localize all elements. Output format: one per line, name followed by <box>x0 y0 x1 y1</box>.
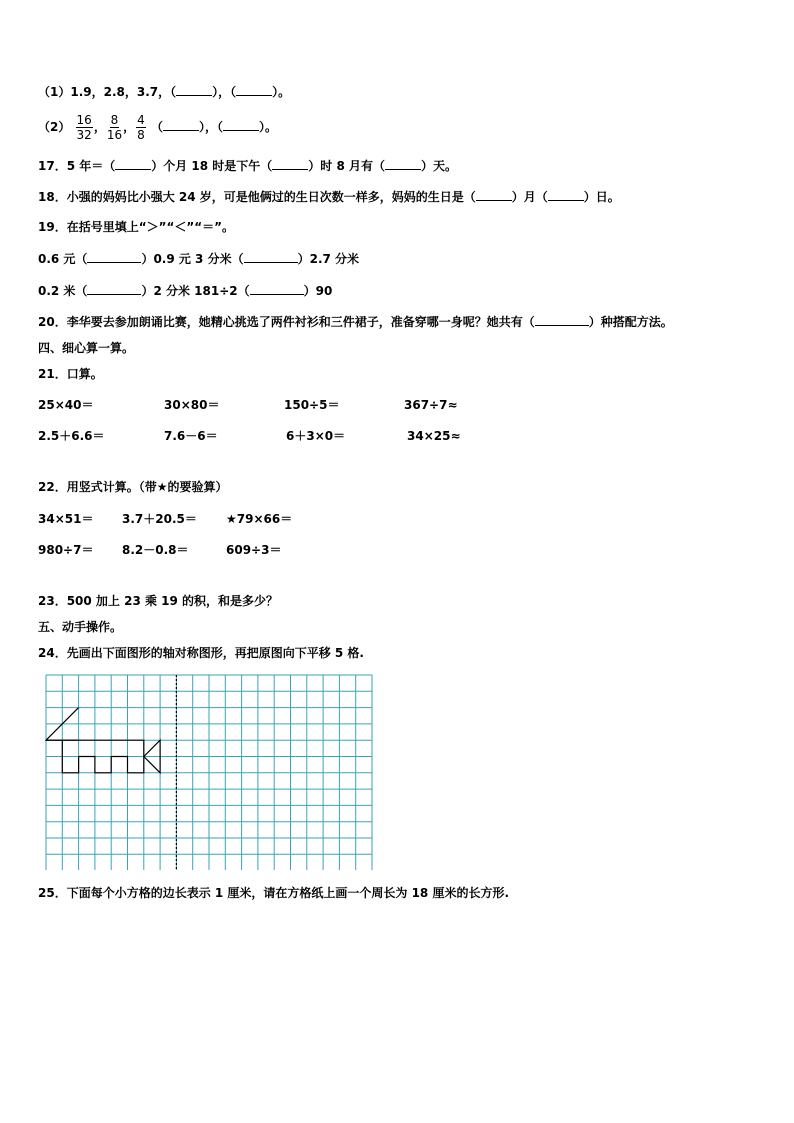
separator: ， <box>93 120 106 134</box>
answer-blank[interactable] <box>176 83 212 96</box>
q19-row1 <box>38 250 359 267</box>
q22-problem: 34×51＝ <box>38 512 94 526</box>
q16-part2-text: （ <box>150 120 163 134</box>
answer-blank[interactable] <box>236 83 272 96</box>
answer-blank[interactable] <box>272 157 308 170</box>
fraction-denominator: 8 <box>137 128 145 142</box>
q21-problem: 25×40＝ <box>38 398 94 412</box>
q19-title: 19．在括号里填上“＞”“＜”“＝”。 <box>38 220 235 234</box>
q22-problem: 3.7＋20.5＝ <box>122 512 197 526</box>
q16-part1 <box>38 83 290 100</box>
answer-blank[interactable] <box>244 250 298 263</box>
q24: 24．先画出下面图形的轴对称图形，再把原图向下平移 5 格. <box>38 646 364 660</box>
fraction <box>76 113 93 142</box>
q21-problem: 7.6－6＝ <box>164 429 218 443</box>
q17 <box>38 157 457 174</box>
fraction-denominator: 16 <box>106 128 123 142</box>
q21-title: 21．口算。 <box>38 367 103 381</box>
fraction <box>107 113 122 142</box>
q17-text-b: ）个月 18 时是下午（ <box>151 159 273 173</box>
q16-part1-end: ）。 <box>272 85 291 99</box>
grid-paper[interactable] <box>45 674 373 870</box>
separator: ， <box>123 120 136 134</box>
q19-row2 <box>38 282 332 299</box>
answer-blank[interactable] <box>115 157 151 170</box>
q16-part2 <box>38 111 277 143</box>
q22-problem: 8.2－0.8＝ <box>122 543 189 557</box>
answer-blank[interactable] <box>385 157 421 170</box>
q16-part1-text: 1.9，2.8，3.7，（ <box>70 85 177 99</box>
fraction-numerator: 16 <box>76 113 92 127</box>
answer-blank[interactable] <box>87 250 141 263</box>
q22-problem: ★79×66＝ <box>226 512 293 526</box>
answer-blank[interactable] <box>548 188 584 201</box>
q21-problem: 6＋3×0＝ <box>286 429 346 443</box>
q19-row1-b: ）0.9 元 3 分米（ <box>141 252 244 266</box>
section-four-heading: 四、细心算一算。 <box>38 341 135 355</box>
q17-text-d: ）天。 <box>421 159 458 173</box>
q22-problem: 980÷7＝ <box>38 543 94 557</box>
q16-part2-label: （2） <box>38 120 71 134</box>
q21-problem: 30×80＝ <box>164 398 220 412</box>
answer-blank[interactable] <box>476 188 512 201</box>
q21-problem: 367÷7≈ <box>404 398 458 412</box>
fraction-numerator: 8 <box>110 113 119 127</box>
q16-part2-end: ）。 <box>259 120 278 134</box>
answer-blank[interactable] <box>87 282 141 295</box>
q16-part1-label: （1） <box>38 85 71 99</box>
q16-part1-mid: ），（ <box>212 85 237 99</box>
q16-part2-mid: ），（ <box>198 120 223 134</box>
q22-title: 22．用竖式计算。（带★的要验算） <box>38 480 228 494</box>
answer-blank[interactable] <box>535 313 589 326</box>
q21-problem: 34×25≈ <box>407 429 461 443</box>
q20 <box>38 313 673 330</box>
fraction-numerator: 4 <box>137 113 145 127</box>
q20-text-b: ）种搭配方法。 <box>588 315 673 329</box>
q21-problem: 2.5＋6.6＝ <box>38 429 105 443</box>
answer-blank[interactable] <box>223 118 259 131</box>
answer-blank[interactable] <box>163 118 199 131</box>
q19-row1-c: ）2.7 分米 <box>297 252 360 266</box>
q17-text-a: 17．5 年＝（ <box>38 159 116 173</box>
q17-text-c: ）时 8 月有（ <box>308 159 386 173</box>
fraction <box>136 113 146 142</box>
q18-text-b: ）月（ <box>511 190 548 204</box>
q20-text-a: 20．李华要去参加朗诵比赛，她精心挑选了两件衬衫和三件裙子，准备穿哪一身呢？她共有（ <box>38 315 535 329</box>
q19-row2-c: ）90 <box>303 284 333 298</box>
q19-row2-b: ）2 分米 181÷2（ <box>141 284 250 298</box>
q22-problem: 609÷3＝ <box>226 543 282 557</box>
q18-text-c: ）日。 <box>583 190 620 204</box>
q18-text-a: 18．小强的妈妈比小强大 24 岁，可是他俩过的生日次数一样多，妈妈的生日是（ <box>38 190 476 204</box>
q19-row1-a: 0.6 元（ <box>38 252 88 266</box>
q21-problem: 150÷5＝ <box>284 398 340 412</box>
q19-row2-a: 0.2 米（ <box>38 284 88 298</box>
q25: 25．下面每个小方格的边长表示 1 厘米，请在方格纸上画一个周长为 18 厘米的长方形. <box>38 886 510 900</box>
q18 <box>38 188 620 205</box>
section-five-heading: 五、动手操作。 <box>38 620 123 634</box>
answer-blank[interactable] <box>250 282 304 295</box>
fraction-denominator: 32 <box>76 128 92 142</box>
q23: 23．500 加上 23 乘 19 的积，和是多少？ <box>38 594 279 608</box>
